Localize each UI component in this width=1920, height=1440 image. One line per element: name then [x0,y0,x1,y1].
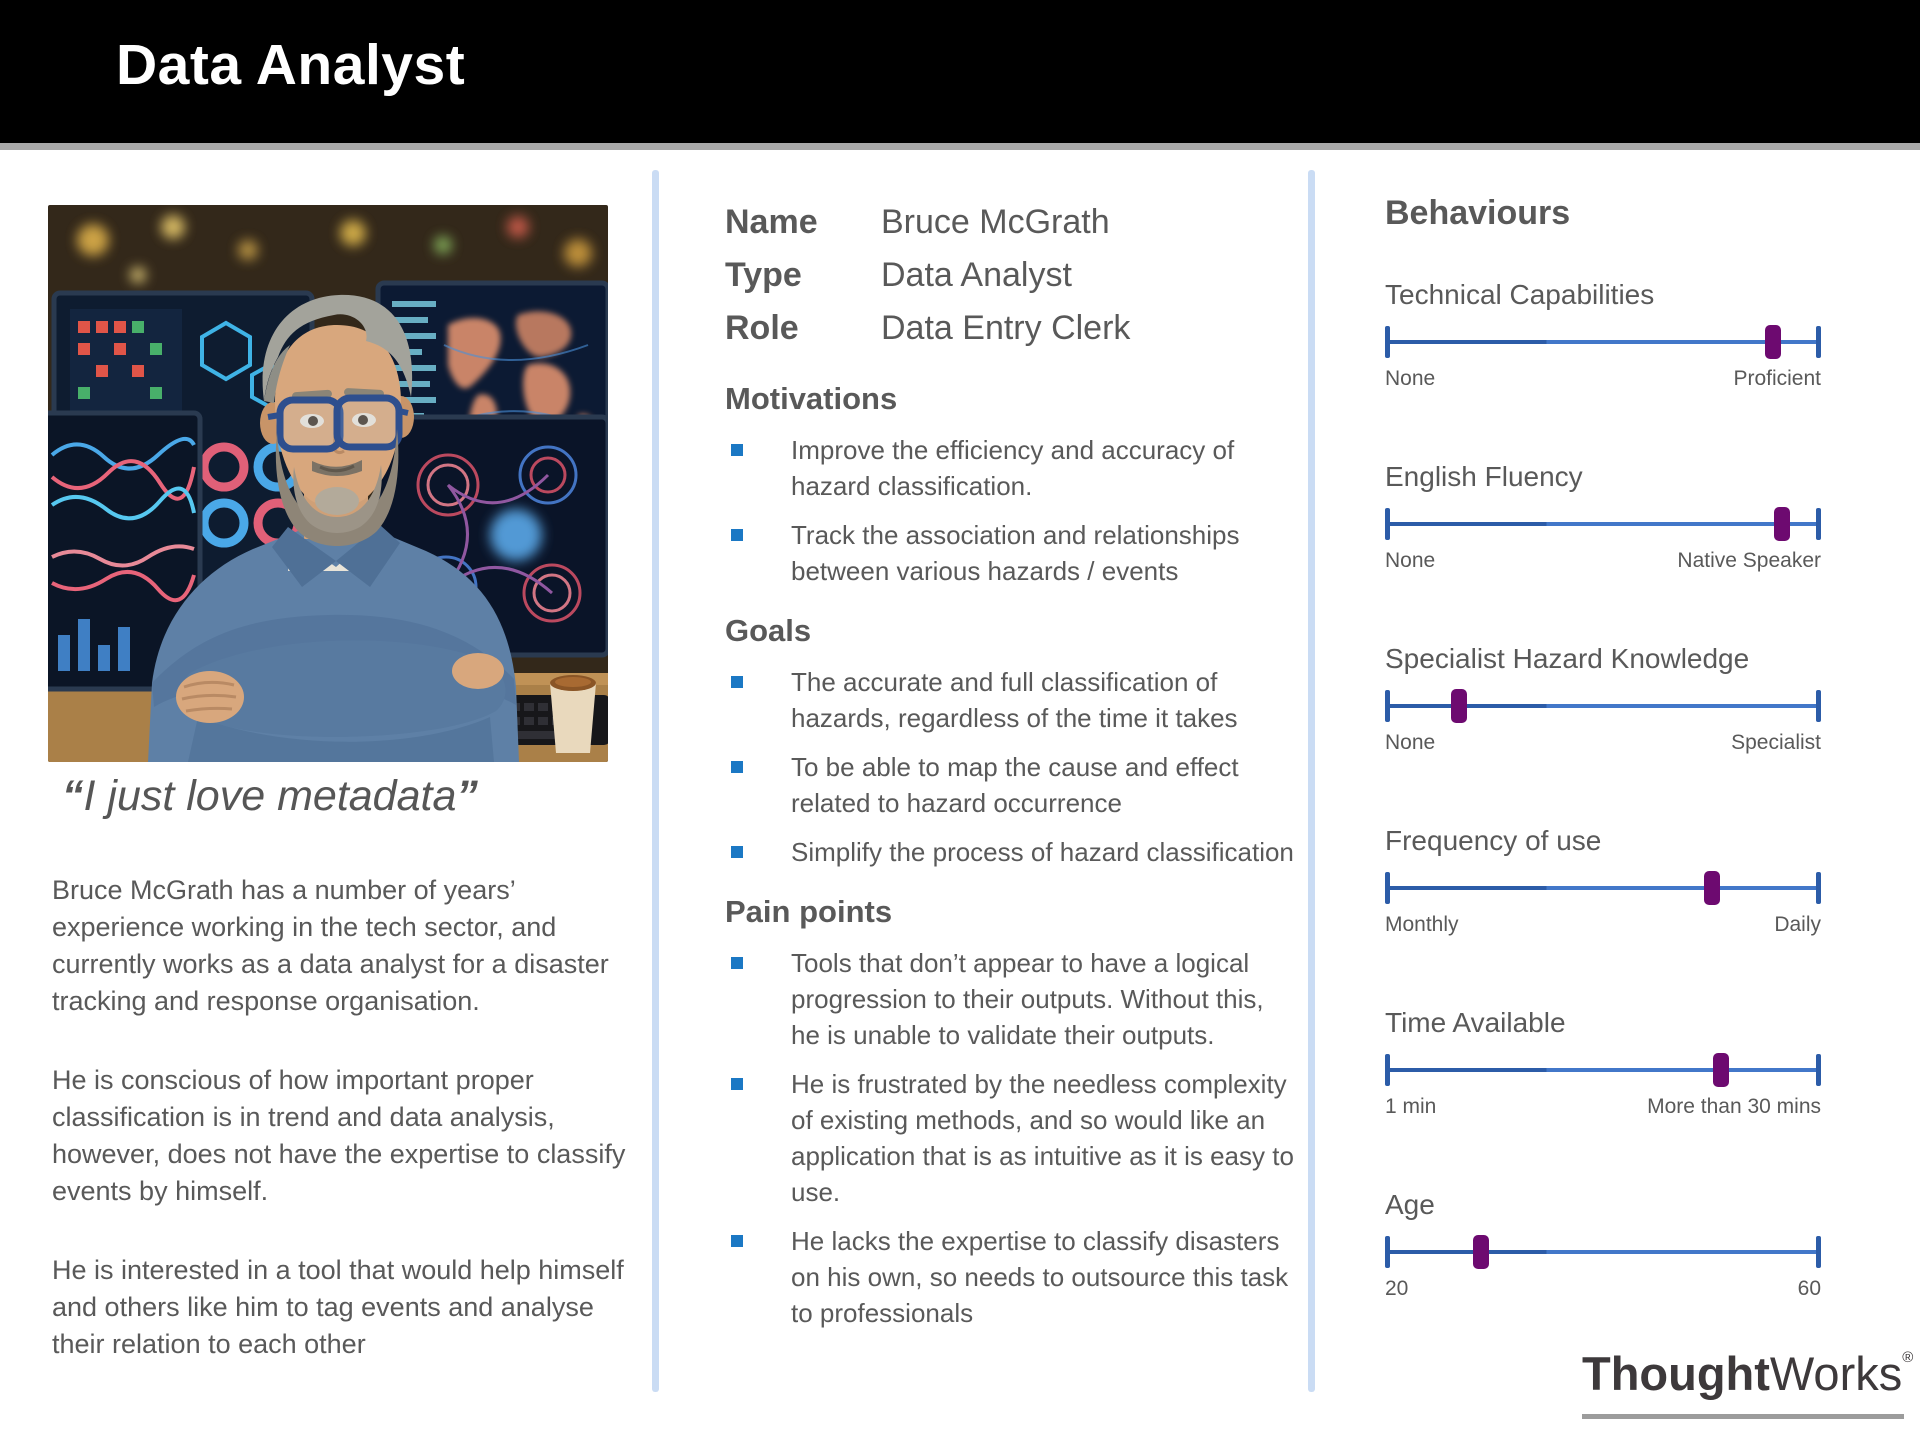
slider-label: Frequency of use [1385,825,1602,856]
bullet-square-icon [731,1078,743,1090]
slider-min-label: Monthly [1385,913,1459,936]
slider-min-label: None [1385,549,1436,572]
bullet-item [725,1223,1303,1331]
bio-paragraph: Bruce McGrath has a number of years’ experience working in the tech sector, and currently works as a data analyst for a disaster tracking and response organisation. [52,875,609,1016]
slider-min-label: None [1385,731,1436,754]
header-underline [0,143,1920,150]
slider-endcap-right [1816,1054,1821,1086]
brand-underline [1582,1414,1904,1419]
slider-track-area [1385,689,1821,723]
slider-track-area [1385,871,1821,905]
slider-track-area [1385,1053,1821,1087]
slider-marker [1713,1053,1729,1087]
slider-endcap-left [1385,326,1390,358]
info-row [725,302,1303,355]
slider-track-area [1385,1235,1821,1269]
slider-track [1385,1068,1821,1072]
bullet-item [725,517,1303,589]
quote-close-mark: ” [456,772,478,820]
slider-marker [1704,871,1720,905]
slider-scale-labels [1385,1095,1821,1119]
persona-sections [725,379,1303,1331]
behaviour-sliders [1385,279,1821,1301]
info-label: Name [725,203,818,241]
slider-endcap-right [1816,326,1821,358]
slider-scale-labels [1385,367,1821,391]
persona-photo-illustration [48,205,608,762]
slider-endcap-right [1816,690,1821,722]
slider-scale-labels [1385,1277,1821,1301]
section-heading: Motivations [725,381,898,416]
bullet-item [725,664,1303,736]
slider-label: Specialist Hazard Knowledge [1385,643,1750,674]
slider-endcap-left [1385,690,1390,722]
bullet-text: To be able to map the cause and effect related to hazard occurrence [791,752,1239,818]
quote-open-mark: “ [62,772,84,820]
bullet-text: Improve the efficiency and accuracy of hazard classification. [791,435,1235,501]
page-title: Data Analyst [116,32,466,97]
slider-track [1385,522,1821,526]
slider-max-label: Specialist [1731,731,1821,754]
slider-scale-labels [1385,913,1821,937]
brand-logo-bold: Thought [1582,1347,1770,1400]
slider-endcap-left [1385,1054,1390,1086]
behaviour-slider [1385,643,1821,755]
behaviour-slider [1385,1189,1821,1301]
column-divider-right [1308,170,1315,1392]
coffee-cup [550,675,596,753]
slider-marker [1765,325,1781,359]
header-bar [0,0,1920,143]
slider-max-label: Daily [1774,913,1821,936]
slider-min-label: None [1385,367,1436,390]
slider-marker [1451,689,1467,723]
bullet-square-icon [731,1235,743,1247]
slider-label: Technical Capabilities [1385,279,1655,310]
bullet-text: Track the association and relationships between various hazards / events [791,520,1240,586]
slider-endcap-right [1816,508,1821,540]
info-label: Role [725,309,799,347]
slider-max-label: Proficient [1733,367,1821,390]
bullet-square-icon [731,444,743,456]
slider-label: Age [1385,1189,1435,1220]
behaviour-slider [1385,825,1821,937]
info-row [725,196,1303,249]
bullet-text: The accurate and full classification of hazards, regardless of the time it takes [791,667,1238,733]
persona-info [725,196,1303,355]
bullet-item [725,749,1303,821]
bullet-text: Tools that don’t appear to have a logical progression to their outputs. Without this, he is unable to validate their outputs. [791,948,1264,1050]
persona-bio [52,872,632,1405]
info-row [725,249,1303,302]
column-divider-left [652,170,659,1392]
bullet-item [725,834,1303,870]
slider-label: Time Available [1385,1007,1566,1038]
slider-track [1385,1250,1821,1254]
slider-marker [1774,507,1790,541]
section-heading: Pain points [725,894,893,929]
brand-logo-regular: Works [1769,1347,1903,1400]
section-items [725,432,1303,589]
slider-track [1385,886,1821,890]
slider-track-area [1385,325,1821,359]
section-pain-points [725,892,1303,1331]
bullet-text: He lacks the expertise to classify disasters on his own, so needs to outsource this task to professionals [791,1226,1289,1328]
slider-marker [1473,1235,1489,1269]
slider-max-label: Native Speaker [1677,549,1821,572]
behaviour-slider [1385,461,1821,573]
bullet-square-icon [731,761,743,773]
slider-scale-labels [1385,549,1821,573]
persona-details-column [725,196,1303,1331]
bullet-square-icon [731,846,743,858]
slider-endcap-right [1816,872,1821,904]
brand-logo [1582,1346,1913,1401]
info-value: Data Analyst [881,256,1072,294]
bullet-square-icon [731,957,743,969]
registered-mark-icon: ® [1902,1349,1914,1366]
slider-track-area [1385,507,1821,541]
persona-photo [48,205,608,762]
slider-scale-labels [1385,731,1821,755]
slider-endcap-left [1385,1236,1390,1268]
bullet-square-icon [731,676,743,688]
slider-min-label: 20 [1385,1277,1409,1300]
section-goals [725,611,1303,870]
slider-max-label: 60 [1797,1277,1821,1300]
bio-paragraph: He is conscious of how important proper classification is in trend and data analysis, however, does not have the expertise to classify events by himself. [52,1065,626,1206]
bio-paragraph: He is interested in a tool that would help himself and others like him to tag events and analyse their relation to each other [52,1255,624,1359]
section-heading: Goals [725,613,812,648]
bullet-text: Simplify the process of hazard classification [791,837,1294,867]
section-items [725,664,1303,870]
persona-quote [62,772,622,821]
quote-text: I just love metadata [83,772,457,820]
bullet-item [725,1066,1303,1210]
bullet-square-icon [731,529,743,541]
behaviours-heading: Behaviours [1385,194,1571,232]
slider-endcap-right [1816,1236,1821,1268]
info-value: Bruce McGrath [881,203,1110,241]
bullet-item [725,945,1303,1053]
bullet-item [725,432,1303,504]
slider-max-label: More than 30 mins [1647,1095,1821,1118]
slider-endcap-left [1385,872,1390,904]
slider-label: English Fluency [1385,461,1583,492]
slider-endcap-left [1385,508,1390,540]
section-motivations [725,379,1303,589]
behaviours-column [1385,194,1821,1371]
section-items [725,945,1303,1331]
slider-min-label: 1 min [1385,1095,1437,1118]
slider-track [1385,340,1821,344]
info-value: Data Entry Clerk [881,309,1131,347]
info-label: Type [725,256,802,294]
behaviour-slider [1385,279,1821,391]
behaviour-slider [1385,1007,1821,1119]
bullet-text: He is frustrated by the needless complexity of existing methods, and so would like an application that is as intuitive as it is easy to use. [791,1069,1294,1207]
